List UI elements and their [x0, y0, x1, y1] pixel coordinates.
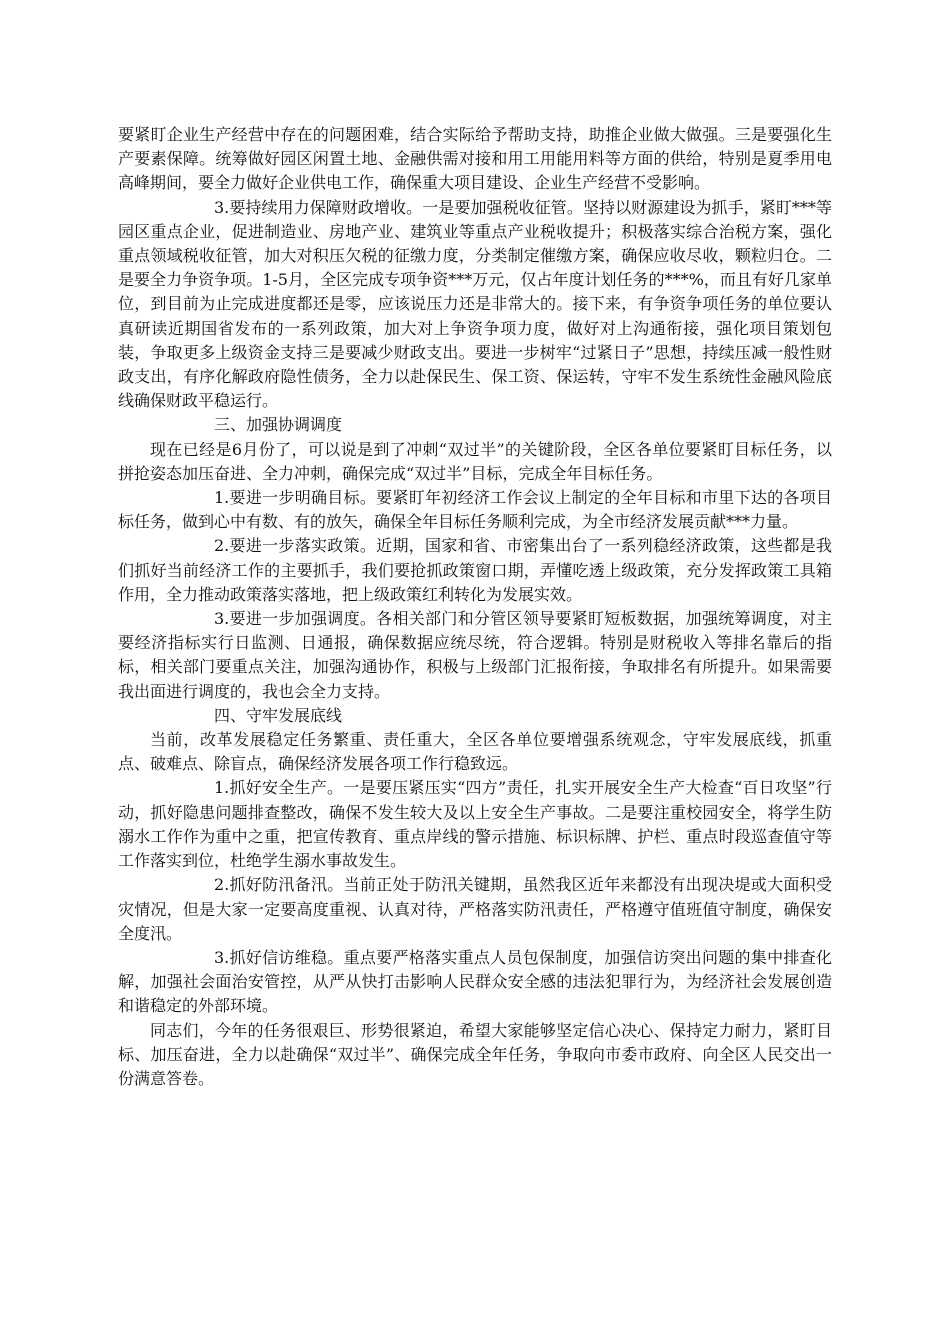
paragraph-closing: 同志们，今年的任务很艰巨、形势很紧迫，希望大家能够坚定信心决心、保持定力耐力，紧盯目标、加压奋进，全力以赴确保“双过半”、确保完成全年任务，争取向市委市政府、向全区人民交出一份满意答卷。: [118, 1020, 832, 1088]
section-heading-coordination: 三、加强协调调度: [214, 415, 343, 435]
section-heading-bottom-line: 四、守牢发展底线: [214, 705, 343, 725]
paragraph-flood-prevention: 2.抓好防汛备汛。当前正处于防汛关键期，虽然我区近年来都没有出现决堤或大面积受灾情况，但是大家一定要高度重视、认真对待，严格落实防汛责任，严格遵守值班值守制度，确保安全度汛。: [118, 875, 832, 943]
paragraph-strengthen-dispatch: 3.要进一步加强调度。各相关部门和分管区领导要紧盯短板数据，加强统筹调度，对主要经济指标实行日监测、日通报，确保数据应统尽统，符合逻辑。特别是财税收入等排名靠后的指标，相关部门要重点关注，加强沟通协作，积极与上级部门汇报衔接，争取排名有所提升。如果需要我出面进行调度的，我也会全力支持。: [118, 609, 832, 701]
paragraph-petition-stability: 3.抓好信访维稳。重点要严格落实重点人员包保制度，加强信访突出问题的集中排查化解，加强社会面治安管控，从严从快打击影响人民群众安全感的违法犯罪行为，为经济社会发展创造和谐稳定的外部环境。: [118, 947, 832, 1016]
paragraph-implement-policies: 2.要进一步落实政策。近期，国家和省、市密集出台了一系列稳经济政策，这些都是我们抓好当前经济工作的主要抓手，我们要抢抓政策窗口期，弄懂吃透上级政策，充分发挥政策工具箱作用，全力推动政策落实落地，把上级政策红利转化为发展实效。: [118, 536, 832, 604]
paragraph-bottom-line-intro: 当前，改革发展稳定任务繁重、责任重大，全区各单位要增强系统观念，守牢发展底线，抓重点、破难点、除盲点，确保经济发展各项工作行稳致远。: [118, 730, 832, 774]
paragraph-clarify-goals: 1.要进一步明确目标。要紧盯年初经济工作会议上制定的全年目标和市里下达的各项目标任务，做到心中有数、有的放矢，确保全年目标任务顺利完成，为全市经济发展贡献***力量。: [118, 488, 832, 532]
paragraph-safety-production: 1.抓好安全生产。一是要压紧压实“四方”责任，扎实开展安全生产大检查“百日攻坚”行动，抓好隐患问题排查整改，确保不发生较大及以上安全生产事故。二是要注重校园安全，将学生防溺水工作作为重中之重，把宣传教育、重点岸线的警示措施、标识标牌、护栏、重点时段巡查值守等工作落实到位，杜绝学生溺水事故发生。: [118, 778, 832, 871]
paragraph-coordination-intro: 现在已经是6月份了，可以说是到了冲刺“双过半”的关键阶段，全区各单位要紧盯目标任务，以拼抢姿态加压奋进、全力冲刺，确保完成“双过半”目标，完成全年目标任务。: [118, 439, 832, 483]
paragraph-support-enterprises: 要紧盯企业生产经营中存在的问题困难，结合实际给予帮助支持，助推企业做大做强。三是要强化生产要素保障。统筹做好园区闲置土地、金融供需对接和用工用能用料等方面的供给，特别是夏季用电高峰期间，要全力做好企业供电工作，确保重大项目建设、企业生产经营不受影响。: [118, 125, 832, 193]
paragraph-fiscal-revenue: 3.要持续用力保障财政增收。一是要加强税收征管。坚持以财源建设为抓手，紧盯***等园区重点企业，促进制造业、房地产业、建筑业等重点产业税收提升；积极落实综合治税方案，强化重点领域税收征管，加大对积压欠税的征缴力度，分类制定催缴方案，确保应收尽收，颗粒归仓。二是要全力争资争项。1-5月，全区完成专项争资***万元，仅占年度计划任务的***%，而且有好几家单位，到目前为止完成进度都还是零，应该说压力还是非常大的。接下来，有争资争项任务的单位要认真研读近期国省发布的一系列政策，加大对上争资争项力度，做好对上沟通衔接，强化项目策划包装，争取更多上级资金支持三是要减少财政支出。要进一步树牢“过紧日子”思想，持续压减一般性财政支出，有序化解政府隐性债务，全力以赴保民生、保工资、保运转，守牢不发生系统性金融风险底线确保财政平稳运行。: [118, 197, 832, 411]
document-page: [118, 123, 832, 1091]
